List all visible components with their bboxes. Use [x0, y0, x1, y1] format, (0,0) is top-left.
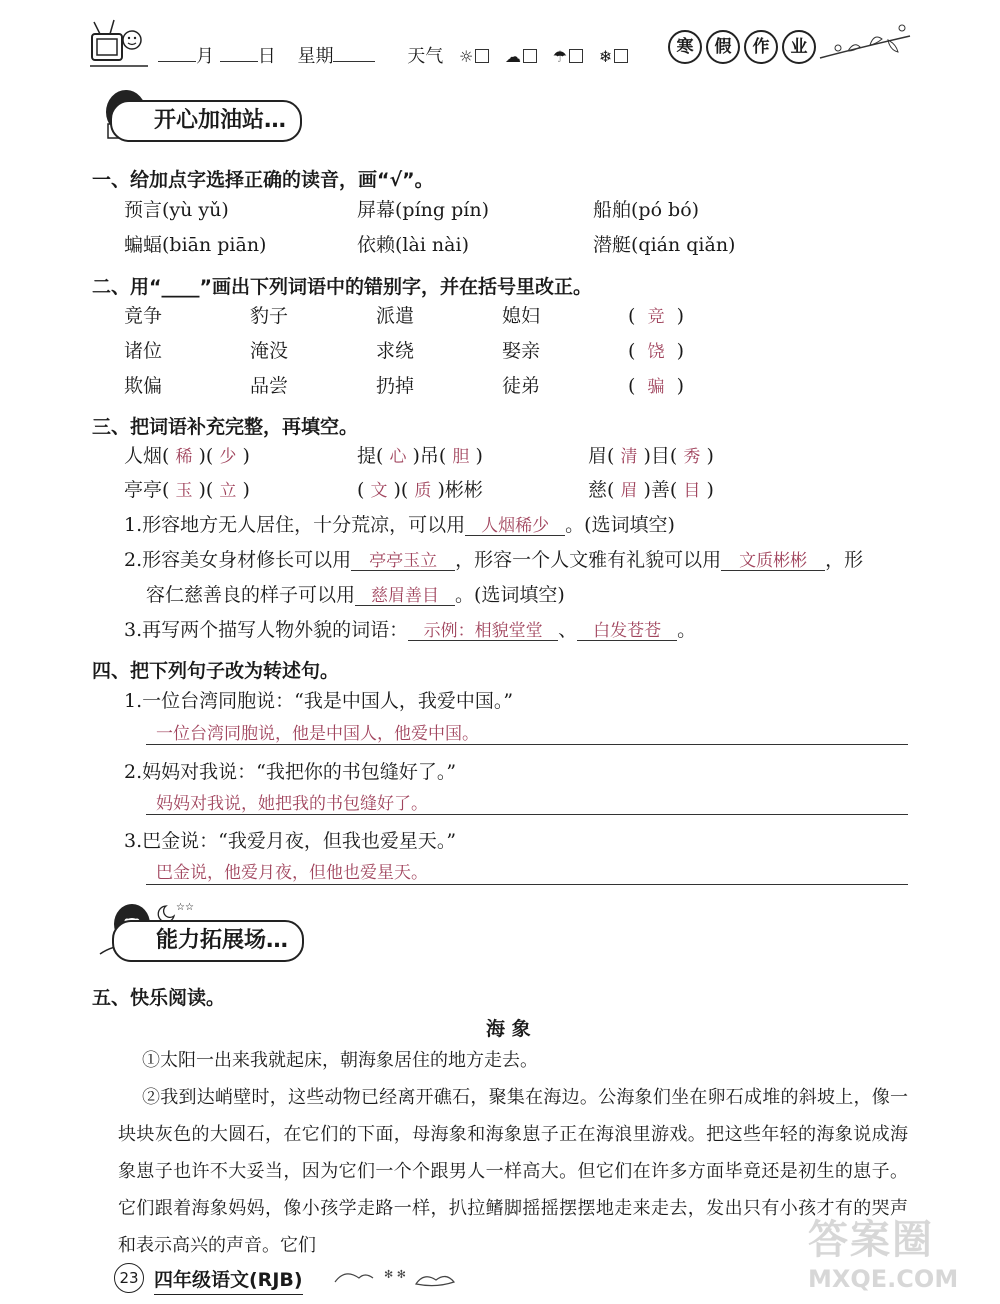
idiom-answer: 心	[389, 447, 407, 467]
idiom-answer: 质	[414, 481, 432, 501]
q3-sentence-2b	[146, 586, 565, 606]
q4-answer: 妈妈对我说，她把我的书包缝好了。	[156, 794, 428, 814]
q2-answer: 竞	[647, 307, 665, 327]
idiom-answer: 少	[219, 447, 237, 467]
q4-question: 1.一位台湾同胞说：“我是中国人，我爱中国。”	[124, 690, 514, 712]
branch-decoration-icon	[818, 18, 914, 68]
idiom-text: )目(	[643, 445, 678, 467]
q1-option[interactable]: 预言(yù yǔ)	[124, 199, 229, 221]
q2-word[interactable]: 豹子	[250, 305, 289, 327]
q2-word[interactable]: 扔掉	[376, 375, 415, 397]
q2-word[interactable]: 竟争	[124, 305, 163, 327]
idiom-text: )	[706, 445, 714, 467]
idiom-fill[interactable]	[357, 447, 483, 466]
q1-option[interactable]: 船舶(pó bó)	[593, 199, 700, 221]
q2-answer: 骗	[647, 377, 665, 397]
q5-title: 五、快乐阅读。	[92, 987, 226, 1009]
idiom-answer: 玉	[175, 481, 193, 501]
rain-checkbox[interactable]	[569, 49, 583, 63]
q2-word[interactable]: 派遣	[376, 305, 415, 327]
q3-sentence-1	[124, 516, 675, 536]
idiom-answer: 立	[219, 481, 237, 501]
q2-word[interactable]: 淹没	[250, 340, 289, 362]
badge-char: 作	[744, 30, 778, 64]
idiom-text: )(	[393, 479, 409, 501]
q1-option[interactable]: 潜艇(qián qiǎn)	[593, 234, 736, 256]
fill-blank[interactable]: 文质彬彬	[721, 553, 825, 571]
sentence-text: 2.形容美女身材修长可以用	[124, 549, 352, 571]
article-paragraph-1: ①太阳一出来我就起床，朝海象居住的地方走去。	[142, 1050, 538, 1071]
tv-doodle-icon	[88, 14, 150, 70]
weekday-blank[interactable]	[333, 61, 375, 62]
fill-blank[interactable]: 白发苍苍	[577, 623, 677, 641]
idiom-text: )(	[198, 445, 214, 467]
fill-blank[interactable]: 亭亭玉立	[351, 553, 455, 571]
section-banner-1: 开心加油站…	[110, 100, 302, 142]
weekday-label: 星期	[297, 46, 334, 67]
idiom-text: )	[706, 479, 714, 501]
q2-title: 二、用“____”画出下列词语中的错别字，并在括号里改正。	[92, 276, 592, 298]
winter-homework-badge	[668, 30, 816, 64]
q4-question: 3.巴金说：“我爱月夜，但我也爱星天。”	[124, 830, 457, 852]
month-label: 月	[196, 46, 214, 67]
q4-answer: 一位台湾同胞说，他是中国人，他爱中国。	[156, 724, 479, 744]
badge-char: 业	[782, 30, 816, 64]
idiom-text: (	[357, 479, 365, 501]
q4-answer-line[interactable]	[146, 744, 908, 745]
date-line	[158, 42, 628, 68]
idiom-fill[interactable]	[124, 481, 250, 500]
q2-word[interactable]: 徒弟	[502, 375, 541, 397]
q2-word[interactable]: 诸位	[124, 340, 163, 362]
cloudy-checkbox[interactable]	[523, 49, 537, 63]
q2-answer-box[interactable]: ( 骗 )	[628, 375, 684, 397]
q2-answer: 饶	[647, 342, 665, 362]
q1-title: 一、给加点字选择正确的读音，画“√”。	[92, 169, 434, 191]
idiom-text: 人烟(	[124, 445, 170, 467]
snow-checkbox[interactable]	[614, 49, 628, 63]
idiom-answer: 胆	[452, 447, 470, 467]
cloud-decoration-icon	[330, 1262, 470, 1292]
idiom-fill[interactable]	[357, 481, 483, 500]
section-banner-2: 能力拓展场…	[112, 920, 304, 962]
svg-text:✻ ✻: ✻ ✻	[384, 1268, 406, 1281]
fill-blank[interactable]: 示例：相貌堂堂	[408, 623, 558, 641]
q1-option[interactable]: 屏幕(píng pín)	[357, 199, 489, 221]
q4-answer-line[interactable]	[146, 884, 908, 885]
idiom-text: )吊(	[412, 445, 447, 467]
book-label: 四年级语文(RJB)	[154, 1265, 303, 1295]
article-paragraph-2: ②我到达峭壁时，这些动物已经离开礁石，聚集在海边。公海象们坐在卵石成堆的斜坡上，像一块块灰色的大圆石，在它们的下面，母海象和海象崽子正在海浪里游戏。把这些年轻的海象说成海象崽子也许不大妥当，因为它们一个个跟男人一样高大。但它们在许多方面毕竟还是初生的崽子。它们跟着海象妈妈，像小孩学走路一样，扒拉鳍脚摇摇摆摆地走来走去，发出只有小孩才有的哭声和表示高兴的声音。它们	[118, 1087, 908, 1256]
badge-char: 寒	[668, 30, 702, 64]
fill-blank[interactable]: 慈眉善目	[355, 588, 455, 606]
idiom-text: 亭亭(	[124, 479, 170, 501]
q1-option[interactable]: 依赖(lài nài)	[357, 234, 469, 256]
idiom-text: 慈(	[588, 479, 615, 501]
cloudy-icon: ☁	[505, 47, 522, 66]
idiom-text: )彬彬	[437, 479, 483, 501]
idiom-answer: 稀	[175, 447, 193, 467]
idiom-text: )	[242, 445, 250, 467]
q2-word[interactable]: 求绕	[376, 340, 415, 362]
q2-word[interactable]: 娶亲	[502, 340, 541, 362]
idiom-answer: 眉	[620, 481, 638, 501]
q2-word[interactable]: 欺偏	[124, 375, 163, 397]
fill-blank[interactable]: 人烟稀少	[465, 518, 565, 536]
idiom-text: 眉(	[588, 445, 615, 467]
sentence-text: 容仁慈善良的样子可以用	[146, 584, 356, 606]
month-blank[interactable]	[158, 61, 196, 62]
q2-answer-box[interactable]: ( 饶 )	[628, 340, 684, 362]
idiom-text: )	[475, 445, 483, 467]
q2-answer-box[interactable]: ( 竞 )	[628, 305, 684, 327]
svg-text:☆☆: ☆☆	[176, 902, 194, 913]
rain-icon: ☂	[552, 47, 568, 66]
snow-icon: ❄	[598, 47, 613, 66]
q1-option[interactable]: 蝙蝠(biān piān)	[124, 234, 267, 256]
day-label: 日	[257, 46, 276, 67]
q3-sentence-2	[124, 551, 863, 571]
q3-sentence-3	[124, 621, 696, 641]
idiom-text: )	[242, 479, 250, 501]
sunny-icon: ☼	[458, 47, 474, 66]
watermark-text: 答案圈	[808, 1217, 934, 1263]
weather-label: 天气	[407, 46, 444, 67]
idiom-fill[interactable]	[588, 447, 714, 466]
q2-word[interactable]: 品尝	[250, 375, 289, 397]
idiom-text: 提(	[357, 445, 384, 467]
idiom-answer: 文	[370, 481, 388, 501]
watermark-url: MXQE.COM	[808, 1265, 959, 1293]
watermark-logo	[808, 1208, 988, 1304]
article-title: 海 象	[486, 1018, 531, 1040]
sunny-checkbox[interactable]	[475, 49, 489, 63]
q2-word[interactable]: 媳妇	[502, 305, 541, 327]
q4-answer-line[interactable]	[146, 814, 908, 815]
sentence-text: ，形容一个人文雅有礼貌可以用	[455, 549, 722, 571]
q4-question: 2.妈妈对我说：“我把你的书包缝好了。”	[124, 761, 457, 783]
idiom-answer: 目	[683, 481, 701, 501]
idiom-text: )(	[198, 479, 214, 501]
q4-answer: 巴金说，他爱月夜，但他也爱星天。	[156, 863, 428, 883]
sentence-text: ，形	[825, 549, 864, 571]
page-number: 23	[114, 1263, 144, 1293]
badge-char: 假	[706, 30, 740, 64]
idiom-answer: 秀	[683, 447, 701, 467]
q3-title: 三、把词语补充完整，再填空。	[92, 416, 359, 438]
sentence-text: 1.形容地方无人居住，十分荒凉，可以用	[124, 514, 466, 536]
idiom-text: )善(	[643, 479, 678, 501]
sentence-text: 。(选词填空)	[565, 514, 675, 536]
q4-title: 四、把下列句子改为转述句。	[92, 660, 340, 682]
idiom-fill[interactable]	[588, 481, 714, 500]
sentence-text: 3.再写两个描写人物外貌的词语：	[124, 619, 409, 641]
sentence-text: 、	[558, 619, 578, 641]
day-blank[interactable]	[220, 61, 258, 62]
idiom-answer: 清	[620, 447, 638, 467]
idiom-fill[interactable]	[124, 447, 250, 466]
sentence-text: 。(选词填空)	[455, 584, 565, 606]
sentence-text: 。	[677, 619, 697, 641]
